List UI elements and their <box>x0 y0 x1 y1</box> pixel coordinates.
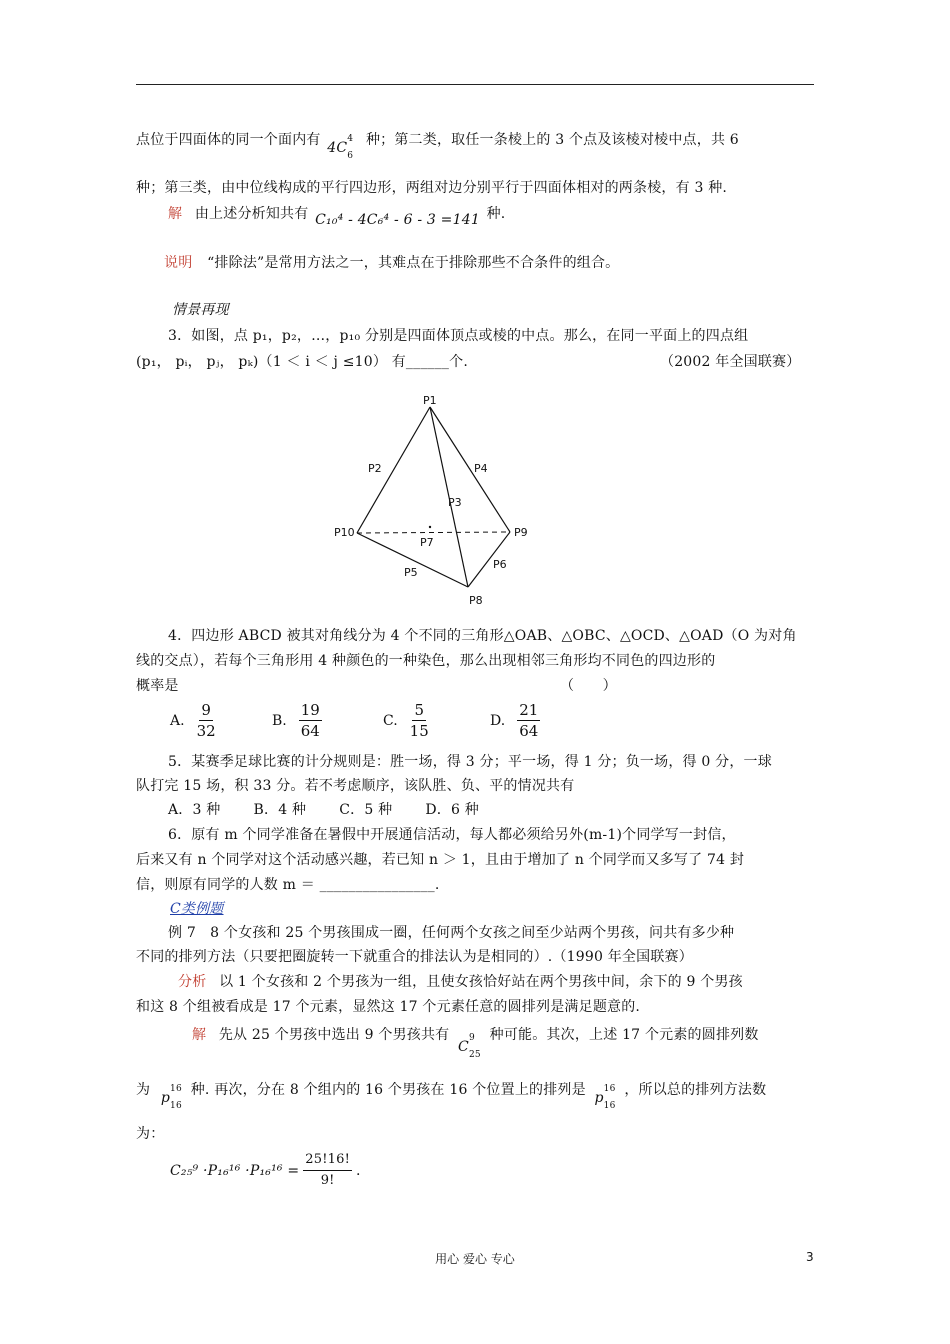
paragraph-line: 点位于四面体的同一个面内有 4C 4 6 种；第二类，取任一条棱上的 3 个点及该棱对棱中点，共 6 <box>136 132 739 161</box>
label-p3: P3 <box>448 496 462 509</box>
solution2-line2: 为 p 16 16 种. 再次，分在 8 个组内的 16 个男孩在 16 个位置上的排列是 p 16 16 ，所以总的排列方法数 <box>136 1082 767 1111</box>
point-p7 <box>429 526 431 528</box>
question-6-line2: 后来又有 n 个同学对这个活动感兴趣，若已知 n ＞ 1，且由于增加了 n 个同学而又多写了 74 封 <box>136 852 745 868</box>
formula: C₁₀⁴ - 4C₆⁴ - 6 - 3 =141 <box>315 212 480 228</box>
label-p4: P4 <box>474 462 488 475</box>
question-5: 5．某赛季足球比赛的计分规则是：胜一场，得 3 分；平一场，得 1 分；负一场，得 0 分，一球 <box>168 754 772 770</box>
example-7-line2: 不同的排列方法（只要把圈旋转一下就重合的排法认为是相同的）.（1990 年全国联赛） <box>136 949 693 965</box>
option-b: B. $\frac{19}{64}$ <box>272 701 320 740</box>
option-c: C. $\frac{5}{15}$ <box>383 701 429 740</box>
jie2-label: 解 <box>192 1027 207 1043</box>
header-rule <box>136 84 814 85</box>
question-4-line2: 线的交点），若每个三角形用 4 种颜色的一种染色，那么出现相邻三角形均不同色的四边形的 <box>136 653 716 669</box>
paragraph-line: 种；第三类，由中位线构成的平行四边形，两组对边分别平行于四面体相对的两条棱，有 3 种. <box>136 180 728 196</box>
question-5-options: A．3 种 B．4 种 C．5 种 D．6 种 <box>168 802 479 818</box>
page-number: 3 <box>806 1250 814 1264</box>
question-6: 6．原有 m 个同学准备在暑假中开展通信活动，每人都必须给另外(m-1)个同学写一封信， <box>168 827 736 843</box>
jie-label: 解 <box>168 206 183 222</box>
c-section-link[interactable]: C类例题 <box>170 901 224 917</box>
label-p2: P2 <box>368 462 382 475</box>
solution2-line: 解 先从 25 个男孩中选出 9 个男孩共有 C 9 25 种可能。其次，上述 17 个元素的圆排列数 <box>192 1027 759 1060</box>
answer-paren: （ ） <box>560 678 617 694</box>
label-p7: P7 <box>420 536 434 549</box>
label-p5: P5 <box>404 566 418 579</box>
label-p6: P6 <box>493 558 507 571</box>
option-a: A. $\frac{9}{32}$ <box>170 701 216 740</box>
edge-p1-p9 <box>430 407 510 532</box>
fenxi-label: 分析 <box>178 974 207 990</box>
question-5-line2: 队打完 15 场，积 33 分。若不考虑顺序，该队胜、负、平的情况共有 <box>136 778 575 794</box>
edge-p10-p9-hidden <box>357 532 510 533</box>
option-d: D. $\frac{21}{64}$ <box>490 701 539 740</box>
question-6-line3: 信，则原有同学的人数 m ＝ ________________. <box>136 877 440 893</box>
example-7: 例 7 8 个女孩和 25 个男孩围成一圈，任何两个女孩之间至少站两个男孩，问共有多少种 <box>168 925 735 941</box>
final-formula: C₂₅⁹ ·P₁₆¹⁶ ·P₁₆¹⁶ = $\frac{25!16!}{9!}$ . <box>170 1152 361 1188</box>
analysis-line2: 和这 8 个组被看成是 17 个元素，显然这 17 个元素任意的圆排列是满足题意的. <box>136 999 641 1015</box>
label-p8: P8 <box>469 594 483 607</box>
question-3-line2: (p₁， pᵢ， pⱼ， pₖ)（1 ＜ i ＜ j ≤10） 有______个. <box>136 354 468 370</box>
shuoming-label: 说明 <box>164 255 193 271</box>
question-3: 3．如图，点 p₁，p₂，…，p₁₀ 分别是四面体顶点或棱的中点。那么，在同一平面上的四点组 <box>168 328 749 344</box>
question-4-line3: 概率是 <box>136 678 179 694</box>
label-p1: P1 <box>423 394 437 407</box>
solution2-line3: 为： <box>136 1126 165 1142</box>
solution-line: 解 由上述分析知共有 C₁₀⁴ - 4C₆⁴ - 6 - 3 =141 种. <box>168 206 506 228</box>
label-p10: P10 <box>334 526 355 539</box>
section-heading: 情景再现 <box>172 302 229 318</box>
label-p9: P9 <box>514 526 528 539</box>
analysis-line: 分析 以 1 个女孩和 2 个男孩为一组，且使女孩恰好站在两个男孩中间，余下的 9 个男孩 <box>178 974 743 990</box>
question-4: 4．四边形 ABCD 被其对角线分为 4 个不同的三角形△OAB、△OBC、△OCD、△OAD（O 为对角 <box>168 628 797 644</box>
footer-text: 用心 爱心 专心 <box>435 1252 515 1266</box>
tetrahedron-diagram <box>330 390 540 612</box>
note-line: 说明 “排除法”是常用方法之一，其难点在于排除那些不合条件的组合。 <box>164 255 620 271</box>
question-source: （2002 年全国联赛） <box>660 354 801 370</box>
